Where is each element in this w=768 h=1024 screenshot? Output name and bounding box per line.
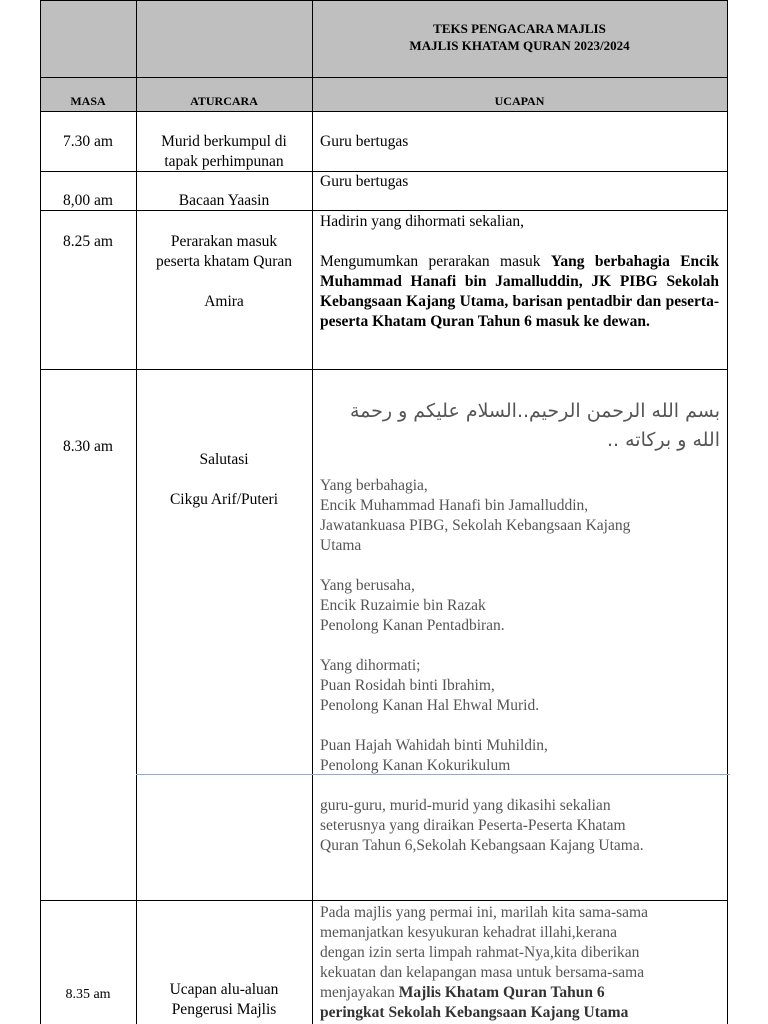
salutation-line: Penolong Kanan Kokurikulum [320, 757, 511, 774]
ucapan-line: Pada majlis yang permai ini, marilah kita sama-sama [320, 904, 648, 921]
row-1-aturcara-line-2: tapak perhimpunan [164, 153, 284, 170]
row-1-masa: 7.30 am [63, 133, 113, 150]
table-border-left [40, 0, 41, 1024]
row-2-ucapan: Guru bertugas [320, 173, 409, 190]
row-5-masa: 8.35 am [65, 987, 111, 1002]
ucapan-last-bold: Majlis Khatam Quran Tahun 6 [398, 984, 605, 1001]
salutation-line: Encik Ruzaimie bin Razak [320, 597, 486, 614]
ucapan-line: dengan izin serta limpah rahmat-Nya,kita diberikan [320, 944, 640, 961]
salutation-line: Penolong Kanan Pentadbiran. [320, 617, 505, 634]
salutation-line: Puan Rosidah binti Ibrahim, [320, 677, 495, 694]
row-3-aturcara-line-1: Perarakan masuk [170, 233, 278, 250]
table-border-right [727, 0, 728, 1024]
title-line-2: MAJLIS KHATAM QURAN 2023/2024 [409, 38, 630, 53]
row-4-masa: 8.30 am [63, 438, 113, 455]
row-3-ucapan-announcement [320, 252, 719, 332]
ucapan-last-lead: menjayakan [320, 984, 399, 1001]
ucapan-line: kekuatan dan kelapangan masa untuk bersama-sama [320, 964, 645, 981]
salutation-block-3 [320, 656, 720, 716]
salutation-line: seterusnya yang diraikan Peserta-Peserta Khatam [320, 817, 626, 834]
ucapan-line: memanjatkan kesyukuran kehadrat illahi,kerana [320, 924, 617, 941]
row-3-bottom [40, 369, 728, 370]
row-5-aturcara-line-2: Pengerusi Majlis [171, 1001, 277, 1018]
column-header-aturcara: ATURCARA [190, 94, 258, 108]
salutation-line: Penolong Kanan Hal Ehwal Murid. [320, 697, 540, 714]
row-3-masa: 8.25 am [63, 233, 113, 250]
salutation-line: Yang berbahagia, [320, 477, 428, 494]
row-3-aturcara [136, 232, 312, 312]
header-divider [40, 77, 728, 78]
row-4-aturcara [136, 450, 312, 510]
salutation-block-4 [320, 736, 720, 776]
row-1-aturcara [136, 132, 312, 172]
ucapan-line [320, 983, 720, 1003]
ucapan-cut-bold: peringkat Sekolah Kebangsaan Kajang Utama [320, 1004, 629, 1021]
row-4-aturcara-line-2: Cikgu Arif/Puteri [169, 491, 279, 508]
salutation-line: Yang dihormati; [320, 657, 421, 674]
row-3-ucapan-bold: Yang berbahagia Encik Muhammad Hanafi bin Jamalluddin, JK PIBG Sekolah Kebangsaan Kajang Utama, barisan pentadbir dan peserta-peserta Khatam Quran Tahun 6 masuk ke dewan. [320, 253, 719, 330]
salutation-block-1 [320, 476, 720, 556]
salutation-line: Jawatankuasa PIBG, Sekolah Kebangsaan Kajang [320, 517, 631, 534]
row-3-aturcara-line-3: Amira [204, 293, 244, 310]
table-border-top [40, 0, 728, 1]
row-5-aturcara [136, 980, 312, 1020]
salutation-line: Encik Muhammad Hanafi bin Jamalluddin, [320, 497, 589, 514]
salutation-block-5 [320, 796, 720, 856]
column-header-ucapan: UCAPAN [494, 94, 545, 108]
header-bottom [40, 111, 728, 112]
salutation-line: Quran Tahun 6,Sekolah Kebangsaan Kajang Utama. [320, 837, 644, 854]
salutation-line: guru-guru, murid-murid yang dikasihi sekalian [320, 797, 611, 814]
row-4-aturcara-line-1: Salutasi [199, 451, 249, 468]
row-3-ucapan [320, 212, 719, 332]
salutation-block-2 [320, 576, 720, 636]
row-3-ucapan-lead: Mengumumkan perarakan masuk [320, 253, 551, 270]
row-5-aturcara-line-1: Ucapan alu-aluan [169, 981, 279, 998]
row-5-ucapan [320, 903, 720, 1023]
salutation-line: Yang berusaha, [320, 577, 415, 594]
title-line-1: TEKS PENGACARA MAJLIS [433, 21, 606, 36]
row-1-ucapan: Guru bertugas [320, 133, 409, 150]
salutation-line: Puan Hajah Wahidah binti Muhildin, [320, 737, 548, 754]
row-4-arabic-greeting: بسم الله الرحمن الرحيم..السلام عليكم و رحمة الله و بركاته .. [349, 400, 720, 451]
row-3-aturcara-line-2: peserta khatam Quran [156, 253, 292, 270]
row-3-ucapan-intro: Hadirin yang dihormati sekalian, [320, 213, 525, 230]
column-header-masa: MASA [70, 94, 106, 108]
salutation-line: Utama [320, 537, 362, 554]
row-4-salutations [320, 476, 720, 856]
row-4-bottom [40, 900, 728, 901]
row-1-aturcara-line-1: Murid berkumpul di [161, 133, 287, 150]
row-2-masa: 8,00 am [63, 192, 113, 209]
document-title [312, 20, 727, 54]
row-2-aturcara: Bacaan Yaasin [178, 192, 270, 209]
table-divider-2 [312, 0, 313, 1024]
